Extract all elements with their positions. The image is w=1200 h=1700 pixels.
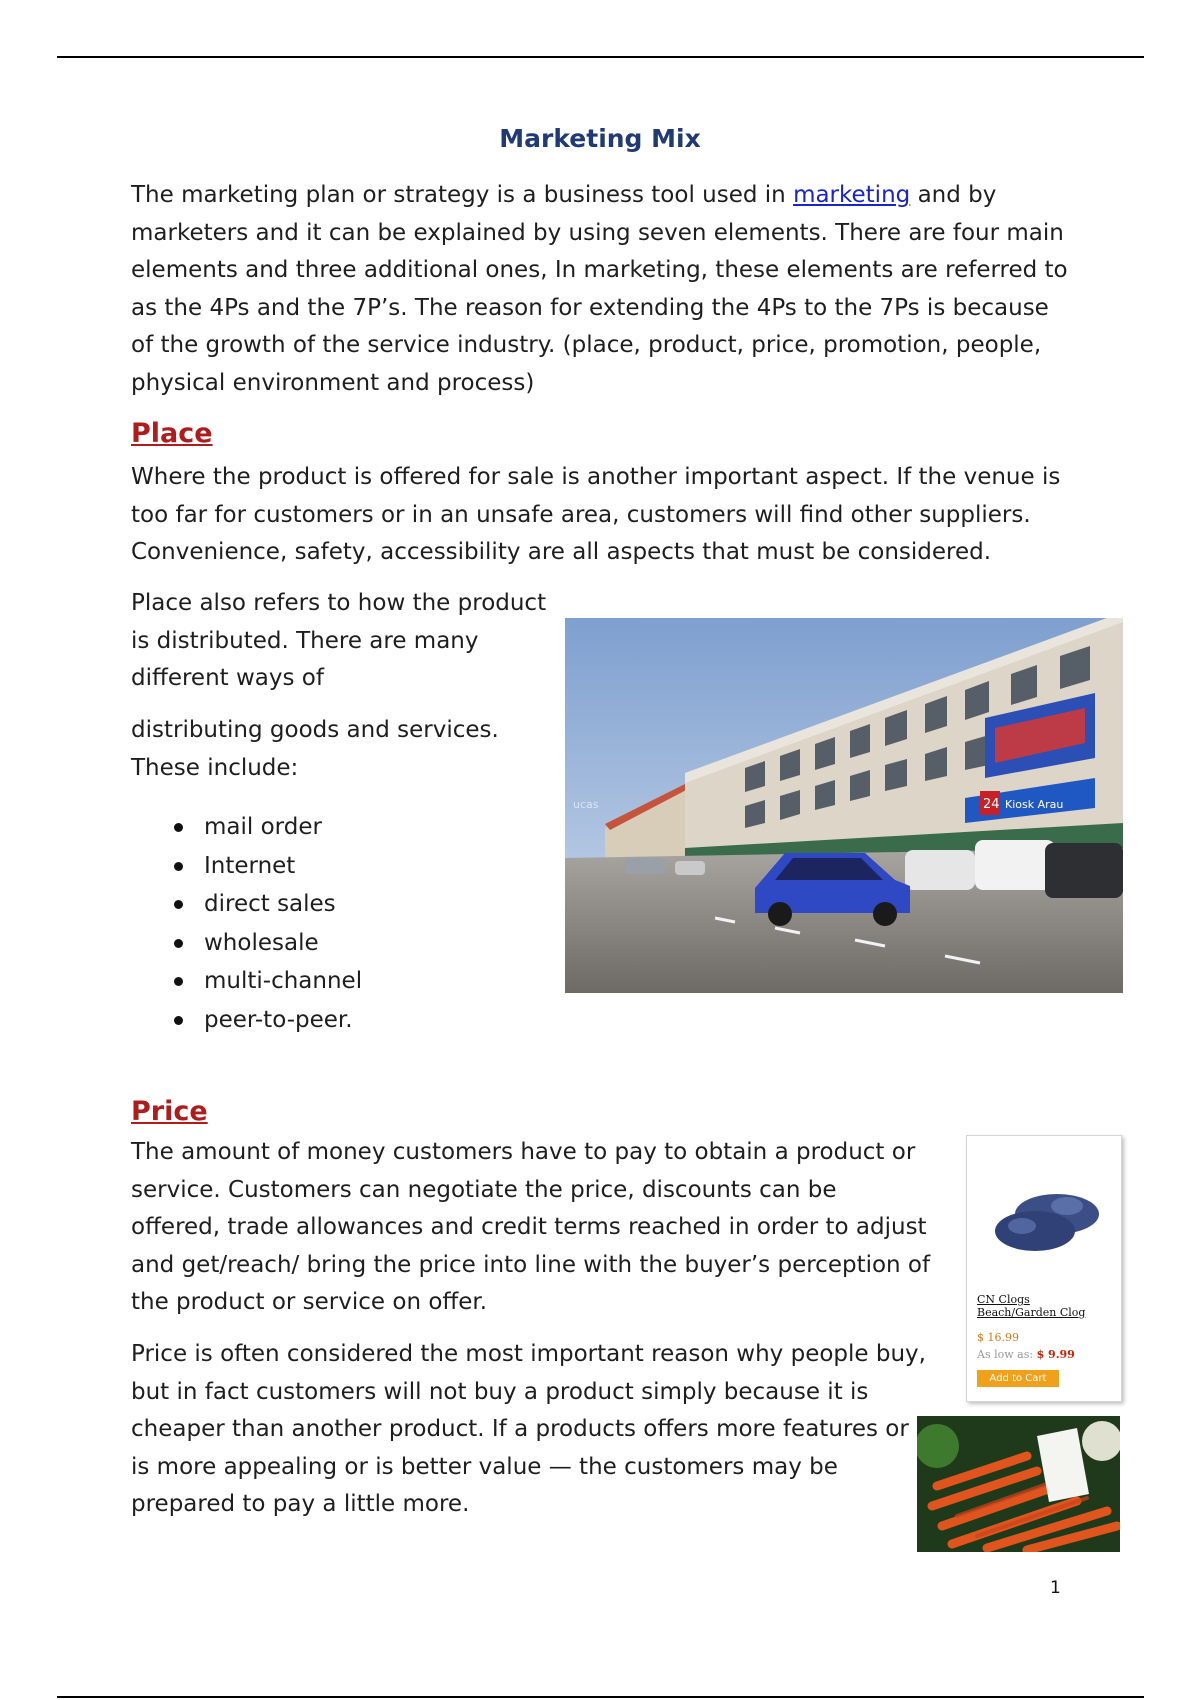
as-low-as <box>977 1348 1075 1361</box>
street-shops-photo <box>565 618 1123 993</box>
price-heading: Price <box>131 1096 208 1127</box>
product-name-line-1: CN Clogs <box>977 1293 1030 1306</box>
place-heading: Place <box>131 418 213 449</box>
carrots-photo <box>917 1416 1120 1552</box>
as-low-as-value: $ 9.99 <box>1036 1348 1075 1361</box>
intro-paragraph <box>131 177 1076 402</box>
list-item: direct sales <box>204 885 362 924</box>
page-number: 1 <box>1050 1578 1061 1598</box>
intro-text-start: The marketing plan or strategy is a business tool used in <box>131 182 794 208</box>
unit-number: 24 <box>983 797 1000 812</box>
product-name-line-2: Beach/Garden Clog <box>977 1306 1086 1319</box>
list-item: multi-channel <box>204 962 362 1001</box>
bottom-rule <box>57 1696 1144 1698</box>
list-item: Internet <box>204 847 362 886</box>
product-name[interactable] <box>977 1293 1085 1319</box>
list-item: mail order <box>204 808 362 847</box>
place-paragraph-3: distributing goods and services. These include: <box>131 717 499 781</box>
shop-sign-text: Kiosk Arau <box>1005 798 1064 811</box>
page-title: Marketing Mix <box>499 124 701 153</box>
marketing-link[interactable]: marketing <box>793 182 911 208</box>
price-paragraph-2: Price is often considered the most important reason why people buy, but in fact customers will not buy a product simply because it is cheaper than another product. If a products offers more features or is more appealing or is better value — the customers may be prepared to pay a little more. <box>131 1341 926 1517</box>
product-price: $ 16.99 <box>977 1331 1019 1344</box>
add-to-cart-button[interactable]: Add to Cart <box>977 1370 1059 1387</box>
photo-watermark: ucas <box>573 798 599 811</box>
clog-shoe-image <box>967 1136 1121 1286</box>
top-rule <box>57 56 1144 58</box>
list-item: wholesale <box>204 924 362 963</box>
as-low-as-label: As low as: <box>977 1348 1034 1361</box>
list-item: peer-to-peer. <box>204 1001 362 1040</box>
place-paragraph-1: Where the product is offered for sale is another important aspect. If the venue is too far for customers or in an unsafe area, customers will find other suppliers. Convenience, safety, accessibility are all aspects that must be considered. <box>131 464 1061 565</box>
intro-text-end: and by marketers and it can be explained by using seven elements. There are four main elements and three additional ones, In marketing, these elements are referred to as the 4Ps and the 7P’s. The reason for extending the 4Ps to the 7Ps is because of the growth of the service industry. (place, product, price, promotion, people, physical environment and process) <box>131 182 1068 396</box>
price-paragraph-1: The amount of money customers have to pay to obtain a product or service. Customers can negotiate the price, discounts can be offered, trade allowances and credit terms reached in order to adjust and get/reach/ bring the price into line with the buyer’s perception of the product or service on offer. <box>131 1139 931 1315</box>
distribution-list <box>204 808 362 1040</box>
product-card <box>966 1135 1122 1402</box>
place-paragraph-2: Place also refers to how the product is distributed. There are many different ways of <box>131 590 547 691</box>
